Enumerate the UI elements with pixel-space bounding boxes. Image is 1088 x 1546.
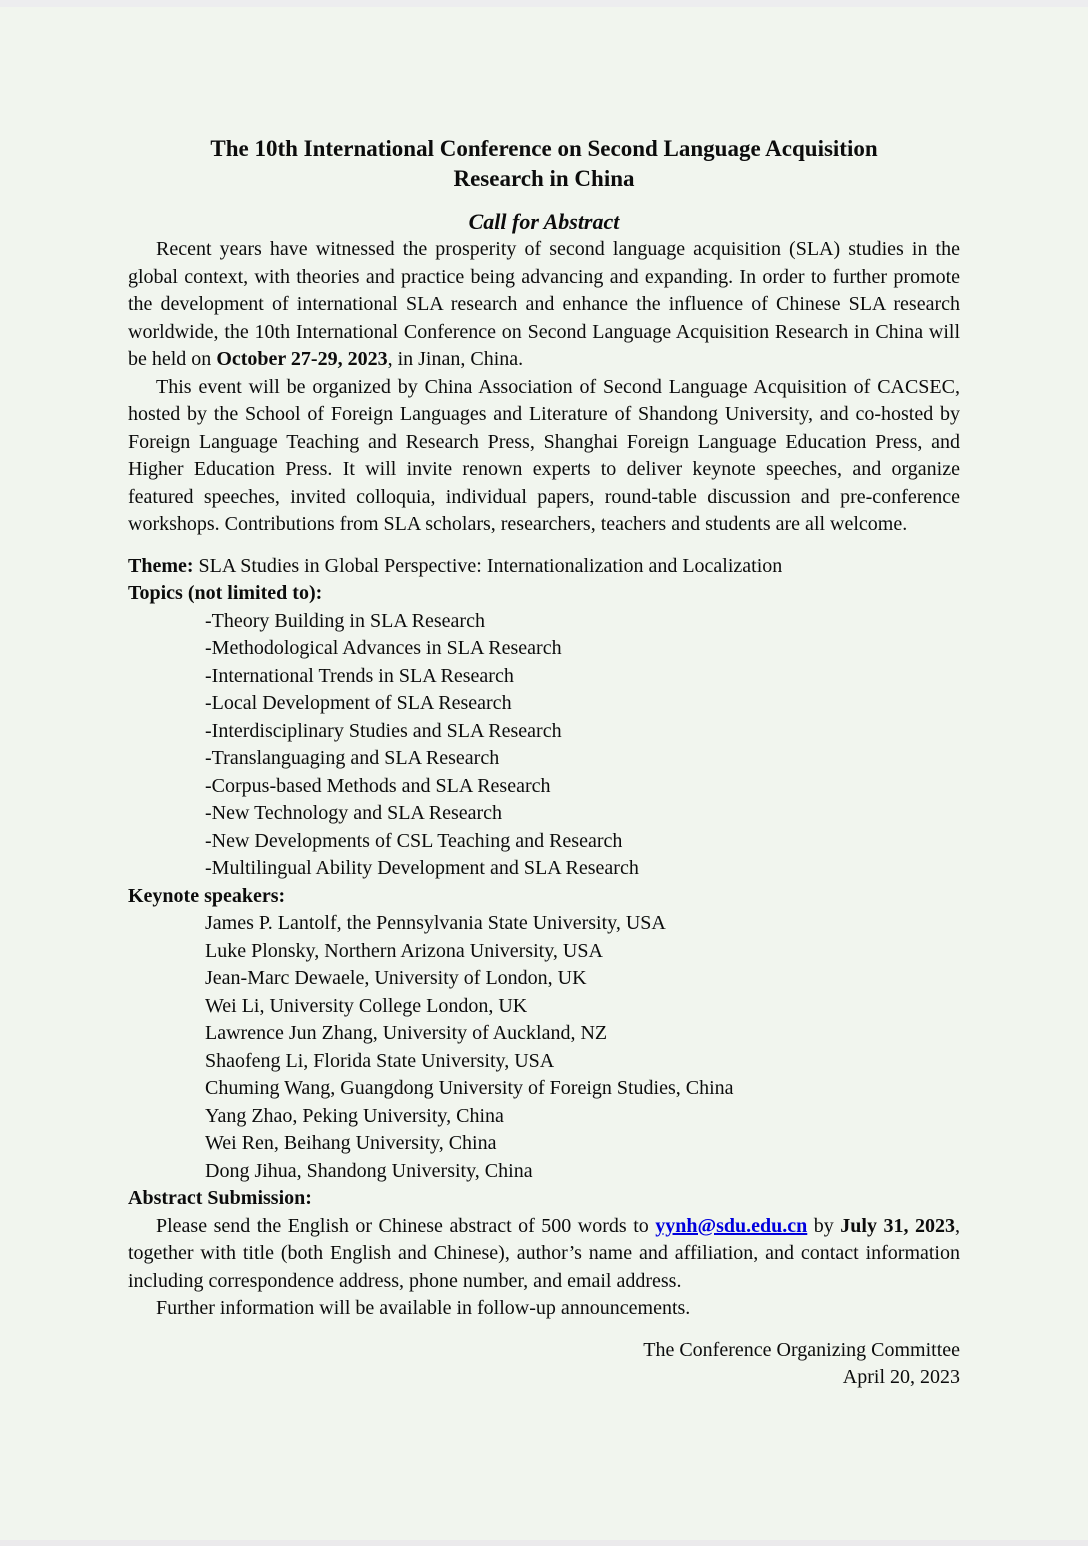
topic-item: -Interdisciplinary Studies and SLA Research [205,719,562,742]
keynote-speakers-heading: Keynote speakers: [128,884,286,907]
topic-item: -International Trends in SLA Research [205,664,514,687]
speaker-item: Shaofeng Li, Florida State University, USA [205,1049,555,1072]
bottom-edge-strip [0,1540,1088,1546]
speaker-item: Lawrence Jun Zhang, University of Auckland, NZ [205,1022,608,1044]
closing-block [128,1337,960,1392]
speaker-item: James P. Lantolf, the Pennsylvania State University, USA [205,912,666,934]
speaker-item: Yang Zhao, Peking University, China [205,1104,504,1127]
text-segment: July 31, 2023 [840,1214,955,1237]
topic-item: -Theory Building in SLA Research [205,609,485,632]
topics-list [128,608,960,883]
submission-paragraph [128,1213,960,1296]
keynote-speakers-list [128,910,960,1185]
text-segment: Recent years have witnessed the prosperity of second language acquisition (SLA) studies in the global context, with theories and practice being advancing and expanding. In order to further promote the development of international SLA research and enhance the influence of Chinese SLA research worldwide, the 10th International Conference on Second Language Acquisition Research in China will be held on [128,238,960,370]
topics-heading: Topics (not limited to): [128,582,323,604]
closing-date-line: April 20, 2023 [842,1366,960,1388]
topic-item: -Corpus-based Methods and SLA Research [205,774,551,797]
text-segment: , in Jinan, China. [387,348,524,370]
organizers-paragraph: This event will be organized by China Association of Second Language Acquisition of CACSEC, hosted by the School of Foreign Languages and Literature of Shandong University, and co-hosted by Foreign Language Teaching and Research Press, Shanghai Foreign Language Education Press, and Higher Education Press. It will invite renown experts to deliver keynote speeches, and organize featured speeches, invited colloquia, individual papers, round-table discussion and pre-conference workshops. Contributions from SLA scholars, researchers, teachers and students are all welcome. [128,375,960,535]
text-segment: SLA Studies in Global Perspective: Internationalization and Localization [193,554,783,577]
speaker-item: Jean-Marc Dewaele, University of London, UK [205,967,587,989]
text-segment: by [807,1214,841,1237]
top-edge-strip [0,0,1088,7]
topic-item: -New Developments of CSL Teaching and Research [205,829,623,852]
topic-item: -Local Development of SLA Research [205,692,512,714]
theme-line [128,553,960,581]
intro-paragraph [128,236,960,374]
page-title [128,134,960,194]
speaker-item: Wei Ren, Beihang University, China [205,1132,497,1154]
text-segment: , together with title (both English and Chinese), author’s name and affiliation, and contact information including correspondence address, phone number, and email address. [128,1214,960,1292]
text-segment: October 27-29, 2023 [216,348,388,370]
speaker-item: Dong Jihua, Shandong University, China [205,1159,533,1182]
title-line-2: Research in China [453,166,635,191]
text-segment: Please send the English or Chinese abstract of 500 words to [156,1214,656,1237]
speaker-item: Chuming Wang, Guangdong University of Foreign Studies, China [205,1077,734,1099]
email-link[interactable]: yynh@sdu.edu.cn [655,1214,808,1237]
topic-item: -New Technology and SLA Research [205,802,503,824]
topic-item: -Methodological Advances in SLA Research [205,637,562,659]
document-content [128,0,960,1392]
further-info-line: Further information will be available in follow-up announcements. [156,1297,691,1319]
subtitle-call-for-abstract: Call for Abstract [468,209,620,234]
closing-committee-line: The Conference Organizing Committee [643,1338,960,1361]
speaker-item: Luke Plonsky, Northern Arizona University, USA [205,939,603,962]
abstract-submission-heading: Abstract Submission: [128,1187,312,1209]
topic-item: -Multilingual Ability Development and SLA Research [205,857,639,879]
speaker-item: Wei Li, University College London, UK [205,994,528,1017]
text-segment: Theme: [128,554,194,577]
topic-item: -Translanguaging and SLA Research [205,747,500,769]
title-line-1: The 10th International Conference on Second Language Acquisition [210,136,878,161]
